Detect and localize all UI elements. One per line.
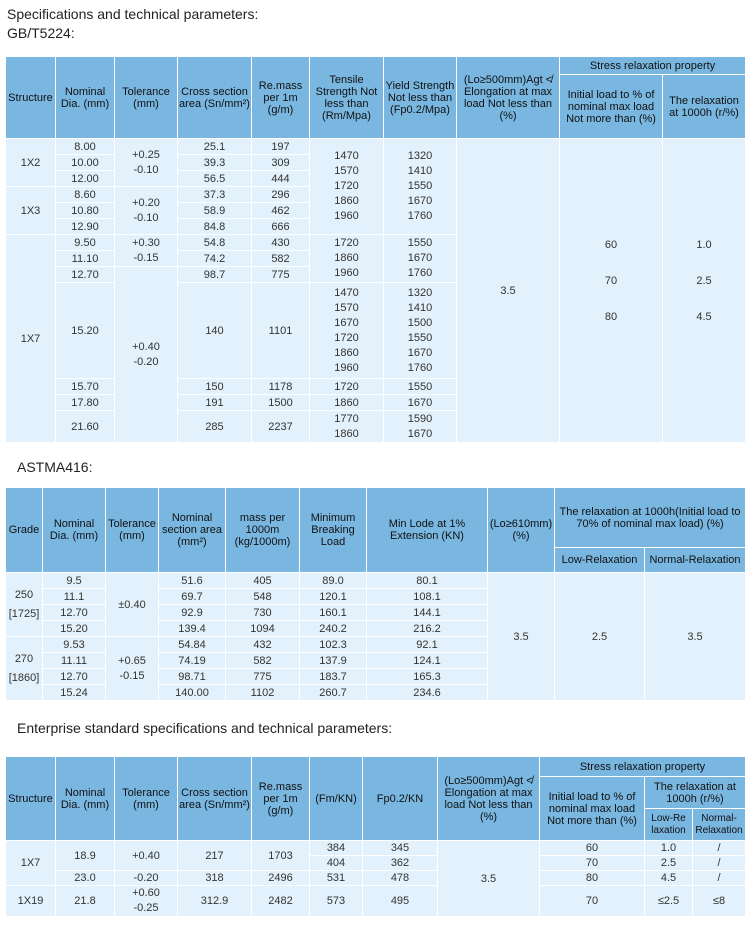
header-normal-relaxation: Normal-Relaxation [693,809,746,841]
tensile-cell: 1470 1570 1720 1860 1960 [310,139,384,235]
header-cross-section: Cross section area (Sn/mm²) [178,757,252,841]
tensile-cell: 1470 1570 1670 1720 1860 1960 [310,283,384,379]
area-cell: 37.3 [178,187,252,203]
header-section-area: Nominal section area (mm²) [159,488,226,573]
dia-cell: 9.50 [56,235,115,251]
header-tolerance: Tolerance (mm) [115,757,178,841]
mass-cell: 1101 [252,283,310,379]
elongation-value: 3.5 [457,139,560,443]
structure-1x7: 1X7 [6,235,56,443]
lode-cell: 165.3 [367,669,488,685]
mass-cell: 296 [252,187,310,203]
area-cell: 98.7 [178,267,252,283]
header-tolerance: Tolerance (mm) [106,488,159,573]
header-structure: Structure [6,57,56,139]
header-nominal-dia: Nominal Dia. (mm) [56,757,115,841]
area-cell: 92.9 [159,605,226,621]
structure-1x3: 1X3 [6,187,56,235]
mass-cell: 1094 [226,621,300,637]
low-relaxation-value: 2.5 [555,573,645,701]
tolerance-cell: +0.65 -0.15 [106,637,159,701]
area-cell: 318 [178,871,252,886]
low-relax-cell: 4.5 [645,871,693,886]
dia-cell: 10.80 [56,203,115,219]
mass-cell: 444 [252,171,310,187]
header-yield: Yield Strength Not less than (Fp0.2/Mpa) [384,57,457,139]
yield-cell: 1550 1670 1760 [384,235,457,283]
tolerance-cell: ±0.40 [106,573,159,637]
mass-cell: 775 [252,267,310,283]
area-cell: 74.2 [178,251,252,267]
area-cell: 139.4 [159,621,226,637]
tolerance-cell: +0.30 -0.15 [115,235,178,267]
dia-cell: 10.00 [56,155,115,171]
mass-cell: 1703 [252,841,310,871]
normal-relax-cell: / [693,841,746,856]
initial-load-cell: 60 [540,841,645,856]
tolerance-cell: +0.25 -0.10 [115,139,178,187]
area-cell: 69.7 [159,589,226,605]
dia-cell: 15.20 [56,283,115,379]
low-relax-cell: ≤2.5 [645,886,693,917]
yield-cell: 1550 [384,379,457,395]
header-nominal-dia: Nominal Dia. (mm) [43,488,106,573]
area-cell: 140 [178,283,252,379]
breaking-cell: 89.0 [300,573,367,589]
tolerance-cell: +0.60 -0.25 [115,886,178,917]
dia-cell: 12.70 [43,605,106,621]
dia-cell: 11.11 [43,653,106,669]
dia-cell: 9.53 [43,637,106,653]
area-cell: 39.3 [178,155,252,171]
header-nominal-dia: Nominal Dia. (mm) [56,57,115,139]
normal-relaxation-value: 3.5 [645,573,746,701]
dia-cell: 12.70 [43,669,106,685]
header-mass: mass per 1000m (kg/1000m) [226,488,300,573]
mass-cell: 1102 [226,685,300,701]
yield-cell: 1590 1670 [384,411,457,443]
area-cell: 54.8 [178,235,252,251]
header-normal-relaxation: Normal-Relaxation [645,548,746,573]
breaking-cell: 102.3 [300,637,367,653]
area-cell: 312.9 [178,886,252,917]
mass-cell: 548 [226,589,300,605]
initial-load-cell: 70 [540,856,645,871]
enterprise-standard-table [5,756,746,917]
breaking-cell: 183.7 [300,669,367,685]
fm-cell: 573 [310,886,363,917]
header-initial-load: Initial load to % of nominal max load Not more than (%) [540,777,645,841]
elongation-value: 3.5 [488,573,555,701]
mass-cell: 1500 [252,395,310,411]
initial-load-cell: 80 [540,871,645,886]
initial-load-cell: 70 [540,886,645,917]
header-breaking-load: Minimum Breaking Load [300,488,367,573]
structure-1x19: 1X19 [6,886,56,917]
structure-1x2: 1X2 [6,139,56,187]
header-grade: Grade [6,488,43,573]
lode-cell: 144.1 [367,605,488,621]
section1-title: Specifications and technical parameters: [7,6,259,22]
grade-270: 270 [1860] [6,637,43,701]
normal-relax-cell: / [693,871,746,886]
relaxation-values: 1.0 2.5 4.5 [663,139,746,443]
header-initial-load: Initial load to % of nominal max load Not more than (%) [560,75,663,139]
dia-cell: 12.90 [56,219,115,235]
area-cell: 58.9 [178,203,252,219]
lode-cell: 124.1 [367,653,488,669]
gb-t5224-table [5,56,746,443]
mass-cell: 309 [252,155,310,171]
dia-cell: 11.10 [56,251,115,267]
area-cell: 84.8 [178,219,252,235]
fp-cell: 362 [363,856,438,871]
dia-cell: 15.20 [43,621,106,637]
tensile-cell: 1770 1860 [310,411,384,443]
section3-title: Enterprise standard specifications and technical parameters: [17,720,393,736]
mass-cell: 197 [252,139,310,155]
mass-cell: 730 [226,605,300,621]
header-tensile: Tensile Strength Not less than (Rm/Mpa) [310,57,384,139]
area-cell: 98.71 [159,669,226,685]
dia-cell: 15.70 [56,379,115,395]
grade-250: 250 [1725] [6,573,43,637]
low-relax-cell: 2.5 [645,856,693,871]
mass-cell: 432 [226,637,300,653]
lode-cell: 80.1 [367,573,488,589]
header-relaxation: The relaxation at 1000h(Initial load to 70% of nominal max load) (%) [555,488,746,548]
tolerance-cell: -0.20 [115,871,178,886]
mass-cell: 1178 [252,379,310,395]
breaking-cell: 240.2 [300,621,367,637]
tolerance-cell: +0.20 -0.10 [115,187,178,235]
header-relaxation-1000h: The relaxation at 1000h (r/%) [663,75,746,139]
normal-relax-cell: / [693,856,746,871]
dia-cell: 8.00 [56,139,115,155]
fm-cell: 531 [310,871,363,886]
dia-cell: 17.80 [56,395,115,411]
area-cell: 285 [178,411,252,443]
mass-cell: 775 [226,669,300,685]
header-stress-relaxation: Stress relaxation property [540,757,746,777]
lode-cell: 234.6 [367,685,488,701]
fp-cell: 345 [363,841,438,856]
dia-cell: 8.60 [56,187,115,203]
header-structure: Structure [6,757,56,841]
mass-cell: 462 [252,203,310,219]
fp-cell: 495 [363,886,438,917]
lode-cell: 92.1 [367,637,488,653]
yield-cell: 1320 1410 1550 1670 1760 [384,139,457,235]
mass-cell: 582 [226,653,300,669]
yield-cell: 1670 [384,395,457,411]
header-fm: (Fm/KN) [310,757,363,841]
header-relaxation-1000h: The relaxation at 1000h (r/%) [645,777,746,809]
header-stress-relaxation: Stress relaxation property [560,57,746,75]
area-cell: 150 [178,379,252,395]
initial-load-values: 60 70 80 [560,139,663,443]
mass-cell: 666 [252,219,310,235]
structure-1x7: 1X7 [6,841,56,886]
dia-cell: 18.9 [56,841,115,871]
dia-cell: 23.0 [56,871,115,886]
breaking-cell: 260.7 [300,685,367,701]
area-cell: 191 [178,395,252,411]
normal-relax-cell: ≤8 [693,886,746,917]
section2-title: ASTMA416: [17,459,93,475]
header-low-relaxation: Low-Re laxation [645,809,693,841]
header-min-lode: Min Lode at 1% Extension (KN) [367,488,488,573]
area-cell: 217 [178,841,252,871]
mass-cell: 430 [252,235,310,251]
astm-a416-table [5,487,746,701]
area-cell: 25.1 [178,139,252,155]
area-cell: 74.19 [159,653,226,669]
header-elongation: (Lo≥500mm)Agt ≮ Elongation at max load Not less than (%) [438,757,540,841]
header-low-relaxation: Low-Relaxation [555,548,645,573]
area-cell: 51.6 [159,573,226,589]
area-cell: 56.5 [178,171,252,187]
fm-cell: 404 [310,856,363,871]
dia-cell: 11.1 [43,589,106,605]
mass-cell: 2496 [252,871,310,886]
header-re-mass: Re.mass per 1m (g/m) [252,757,310,841]
tolerance-cell: +0.40 [115,841,178,871]
mass-cell: 2237 [252,411,310,443]
mass-cell: 405 [226,573,300,589]
dia-cell: 12.70 [56,267,115,283]
tensile-cell: 1720 1860 1960 [310,235,384,283]
header-tolerance: Tolerance (mm) [115,57,178,139]
header-elongation: (Lo≥500mm)Agt ≮ Elongation at max load Not less than (%) [457,57,560,139]
dia-cell: 21.60 [56,411,115,443]
breaking-cell: 120.1 [300,589,367,605]
lode-cell: 108.1 [367,589,488,605]
low-relax-cell: 1.0 [645,841,693,856]
header-elongation: (Lo≥610mm) (%) [488,488,555,573]
fm-cell: 384 [310,841,363,856]
section1-subtitle: GB/T5224: [7,25,75,41]
fp-cell: 478 [363,871,438,886]
area-cell: 140.00 [159,685,226,701]
tensile-cell: 1860 [310,395,384,411]
dia-cell: 21.8 [56,886,115,917]
dia-cell: 15.24 [43,685,106,701]
tensile-cell: 1720 [310,379,384,395]
dia-cell: 9.5 [43,573,106,589]
elongation-value: 3.5 [438,841,540,917]
header-re-mass: Re.mass per 1m (g/m) [252,57,310,139]
header-cross-section: Cross section area (Sn/mm²) [178,57,252,139]
tolerance-cell: +0.40 -0.20 [115,267,178,443]
dia-cell: 12.00 [56,171,115,187]
area-cell: 54.84 [159,637,226,653]
breaking-cell: 137.9 [300,653,367,669]
lode-cell: 216.2 [367,621,488,637]
yield-cell: 1320 1410 1500 1550 1670 1760 [384,283,457,379]
breaking-cell: 160.1 [300,605,367,621]
mass-cell: 2482 [252,886,310,917]
header-fp: Fp0.2/KN [363,757,438,841]
mass-cell: 582 [252,251,310,267]
